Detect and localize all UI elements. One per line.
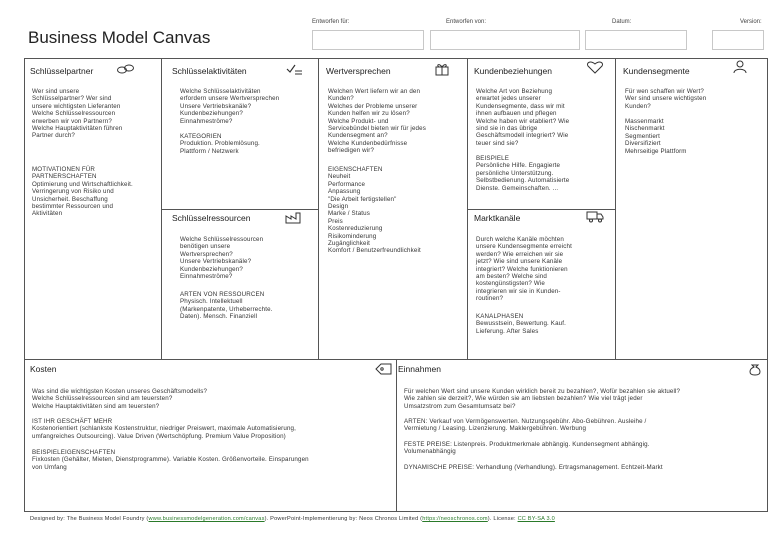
key-activities-title: Schlüsselaktivitäten — [172, 66, 247, 76]
cost-structure-characteristics: BEISPIELEIGENSCHAFTEN Fixkosten (Gehälter, Mieten, Dienstprogramme). Variable Kosten. Größenvorteile. Einsparungen von Umfang — [32, 449, 309, 471]
version-field[interactable] — [712, 30, 764, 50]
footer-credits — [30, 516, 555, 522]
customer-segments-title: Kundensegmente — [623, 66, 690, 76]
channels-phases: KANALPHASEN Bewusstsein, Bewertung. Kauf. Lieferung. After Sales — [476, 313, 566, 335]
customer-segments-questions: Für wen schaffen wir Wert? Wer sind unsere wichtigsten Kunden? — [625, 88, 707, 110]
gift-icon — [432, 62, 452, 76]
person-icon — [730, 60, 750, 74]
customer-segments-types: Massenmarkt Nischenmarkt Segmentiert Diversifiziert Mehrseitige Plattform — [625, 118, 687, 155]
customer-relationships-title: Kundenbeziehungen — [474, 66, 552, 76]
channels-title: Marktkanäle — [474, 213, 521, 223]
revenue-streams-title: Einnahmen — [398, 364, 442, 374]
revenue-streams-fixed-pricing: FESTE PREISE: Listenpreis. Produktmerkmale abhängig. Kundensegment abhängig. Volumenabhängig — [404, 441, 650, 456]
key-partners-title: Schlüsselpartner — [30, 66, 94, 76]
cost-structure-title: Kosten — [30, 364, 57, 374]
date-label: Datum: — [612, 19, 632, 25]
customer-relationships-questions: Welche Art von Beziehung erwartet jedes unserer Kundensegmente, dass wir mit ihnen aufbauen und pflegen Welche haben wir etabliert? Wie sind sie in das übrige Geschäftsmodell integriert? Wie teuer sind sie? — [476, 88, 570, 147]
revenue-streams-types: ARTEN: Verkauf von Vermögenswerten. Nutzungsgebühr. Abo-Gebühren. Ausleihe / Vermietung / Leasing. Lizenzierung. Maklergebühren. Werbung — [404, 418, 647, 433]
value-propositions-title: Wertversprechen — [326, 66, 391, 76]
designed-by-label: Entworfen von: — [446, 19, 487, 25]
footer-designed-by: Designed by: The Business Model Foundry ( — [30, 516, 149, 522]
price-tag-icon — [374, 362, 394, 376]
key-activities-categories: KATEGORIEN Produktion. Problemlösung. Plattform / Netzwerk — [180, 133, 260, 155]
footer-license-link[interactable]: CC BY-SA 3.0 — [517, 516, 555, 522]
key-partners-questions: Wer sind unsere Schlüsselpartner? Wer sind unsere wichtigsten Lieferanten Welche Schlüsselressourcen erwerben wir von Partnern? Welche Hauptaktivitäten führen Partner durch? — [32, 88, 123, 140]
footer-license-label: ). License: — [487, 516, 518, 522]
version-label: Version: — [740, 19, 762, 25]
date-field[interactable] — [585, 30, 687, 50]
grid-divider — [396, 359, 397, 511]
footer-neoschronos-link[interactable]: https://neoschronos.com — [422, 516, 488, 522]
key-activities-questions: Welche Schlüsselaktivitäten erfordern unsere Wertversprechen Unsere Vertriebskanäle? Kundenbeziehungen? Einnahmeströme? — [180, 88, 280, 125]
page-title: Business Model Canvas — [28, 28, 211, 47]
factory-icon — [284, 210, 304, 224]
delivery-truck-icon — [585, 209, 605, 223]
cost-structure-type: IST IHR GESCHÄFT MEHR Kostenorientiert (schlankste Kostenstruktur, niedriger Preiswert, maximale Automatisierung, umfangreiches Outsourcing). Value Driven (Wertschöpfung. Premium Value Proposition) — [32, 418, 297, 440]
value-propositions-characteristics: EIGENSCHAFTEN Neuheit Performance Anpassung "Die Arbeit fertigstellen" Design Marke / Status Preis Kostenreduzierung Risikominderung Zugänglichkeit Komfort / Benutzerfreundlichkeit — [328, 166, 421, 255]
money-bag-icon — [745, 362, 765, 376]
key-partners-motivations: MOTIVATIONEN FÜR PARTNERSCHAFTEN Optimierung und Wirtschaftlichkeit. Verringerung von Risiko und Unsicherheit. Beschaffung bestimmter Ressourcen und Aktivitäten — [32, 166, 133, 218]
channels-questions: Durch welche Kanäle möchten unsere Kundensegmente erreicht werden? Wie erreichen wir sie jetzt? Wie sind unsere Kanäle integriert? Welche funktionieren am besten? Welche sind kostengünstigsten? Wie integrieren wir sie in Kunden- routinen? — [476, 236, 572, 303]
link-chain-icon — [116, 62, 136, 76]
designed-for-label: Entworfen für: — [312, 19, 350, 25]
heart-icon — [585, 60, 605, 74]
designed-by-field[interactable] — [430, 30, 580, 50]
key-resources-types: ARTEN VON RESSOURCEN Physisch. Intellektuell (Markenpatente, Urheberrechte. Daten). Mensch. Finanziell — [180, 291, 273, 321]
designed-for-field[interactable] — [312, 30, 424, 50]
footer-implementation: ). PowerPoint-Implementierung by: Neos Chronos Limited ( — [264, 516, 423, 522]
footer-canvas-link[interactable]: www.businessmodelgeneration.com/canvas — [148, 516, 265, 522]
key-resources-questions: Welche Schlüsselressourcen benötigen unsere Wertversprechen? Unsere Vertriebskanäle? Kundenbeziehungen? Einnahmeströme? — [180, 236, 264, 281]
checklist-icon — [284, 62, 304, 76]
key-resources-title: Schlüsselressourcen — [172, 213, 251, 223]
value-propositions-questions: Welchen Wert liefern wir an den Kunden? Welches der Probleme unserer Kunden helfen wir zu lösen? Welche Produkt- und Servicebündel bieten wir für jedes Kundensegment an? Welche Kundenbedürfnisse befriedigen wir? — [328, 88, 426, 155]
customer-relationships-examples: BEISPIELE Persönliche Hilfe. Engagierte persönliche Unterstützung. Selbstbedienung. Automatisierte Dienste. Gemeinschaften. ... — [476, 155, 570, 192]
revenue-streams-questions: Für welchen Wert sind unsere Kunden wirklich bereit zu bezahlen?, Wofür bezahlen sie aktuell? Wie zahlen sie derzeit?, Wie würden sie am liebsten bezahlen? Wie viel trägt jeder Umsatzstrom zum Gesamtumsatz bei? — [404, 388, 681, 410]
cost-structure-questions: Was sind die wichtigsten Kosten unseres Geschäftsmodells? Welche Schlüsselressourcen sind am teuersten? Welche Hauptaktivitäten sind am teuersten? — [32, 388, 208, 410]
revenue-streams-dynamic-pricing: DYNAMISCHE PREISE: Verhandlung (Verhandlung). Ertragsmanagement. Echtzeit-Markt — [404, 464, 663, 471]
